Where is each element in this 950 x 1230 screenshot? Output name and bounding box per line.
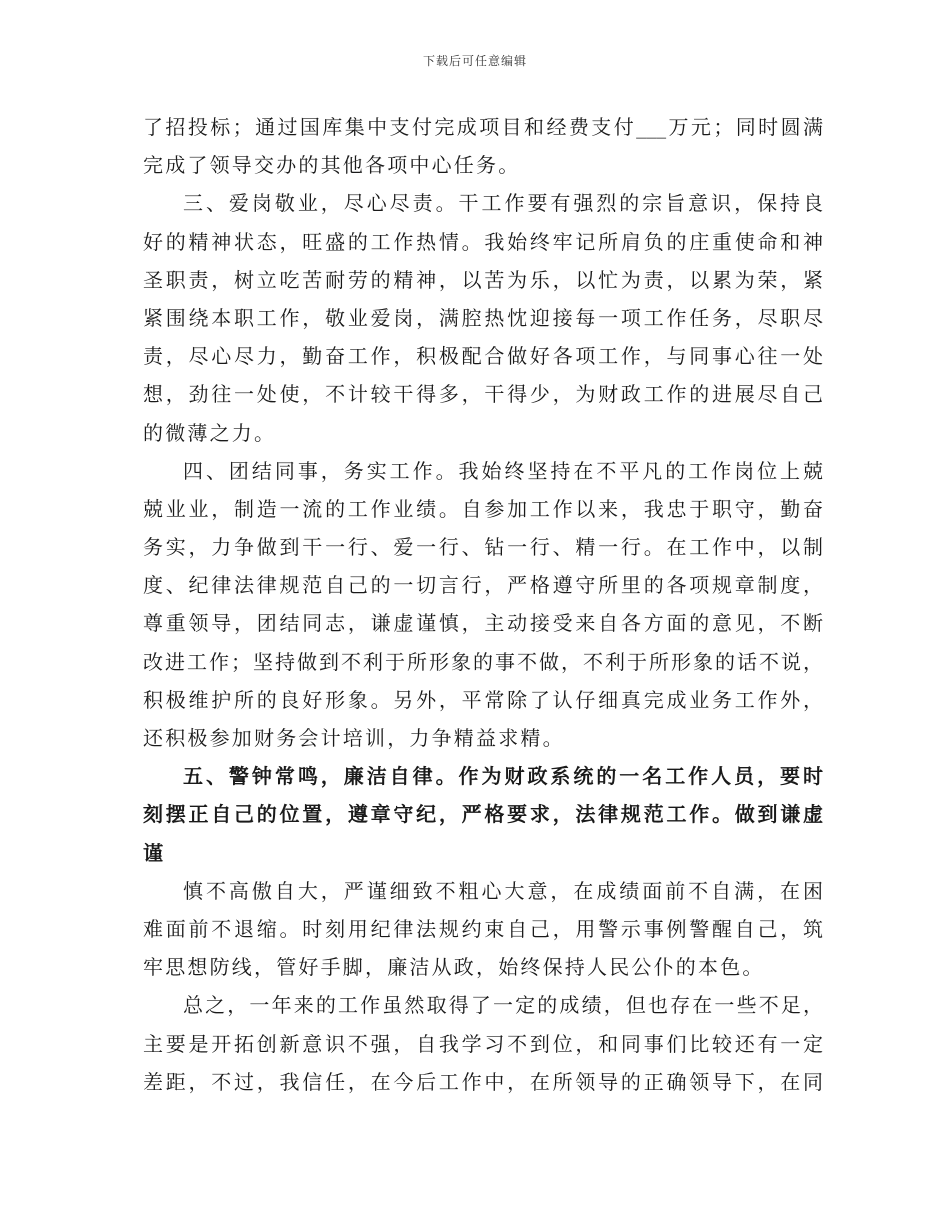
text-line: 完成了领导交办的其他各项中心任务。 — [143, 153, 521, 178]
text-line: 谨 — [143, 840, 166, 865]
text-line: 务实，力争做到干一行、爱一行、钻一行、精一行。在工作中，以制 — [143, 535, 823, 560]
paragraph-p0 — [143, 108, 823, 184]
paragraph-p4 — [143, 872, 823, 987]
text-line: 慎不高傲自大，严谨细致不粗心大意，在成绩面前不自满，在困 — [183, 878, 823, 903]
text-line: 想，劲往一处使，不计较干得多，干得少，为财政工作的进展尽自己 — [143, 382, 823, 407]
page-header: 下载后可任意编辑 — [422, 54, 527, 68]
text-line: 兢业业，制造一流的工作业绩。自参加工作以来，我忠于职守，勤奋 — [143, 496, 823, 521]
paragraph-p3 — [143, 757, 823, 872]
text-line: 还积极参加财务会计培训，力争精益求精。 — [143, 726, 565, 750]
text-line: 度、纪律法律规范自己的一切言行，严格遵守所里的各项规章制度， — [143, 573, 823, 598]
text-line: 刻摆正自己的位置，遵章守纪，严格要求，法律规范工作。做到谦虚 — [143, 802, 823, 827]
paragraph-p2 — [143, 452, 823, 758]
text-line: 积极维护所的良好形象。另外，平常除了认仔细真完成业务工作外， — [143, 687, 823, 712]
text-line: 四、团结同事，务实工作。我始终坚持在不平凡的工作岗位上兢 — [183, 458, 823, 483]
text-line: 五、警钟常鸣，廉洁自律。作为财政系统的一名工作人员，要时 — [183, 764, 823, 789]
paragraph-p5 — [143, 986, 823, 1101]
text-line: 难面前不退缩。时刻用纪律法规约束自己，用警示事例警醒自己，筑 — [143, 916, 823, 941]
text-line: 圣职责，树立吃苦耐劳的精神，以苦为乐，以忙为责，以累为荣，紧 — [143, 267, 823, 292]
text-line: 的微薄之力。 — [143, 420, 277, 445]
text-line: 改进工作；坚持做到不利于所形象的事不做，不利于所形象的话不说， — [143, 649, 823, 674]
text-line: 差距，不过，我信任，在今后工作中，在所领导的正确领导下，在同 — [143, 1069, 823, 1094]
text-line: 总之，一年来的工作虽然取得了一定的成绩，但也存在一些不足， — [183, 993, 823, 1018]
text-line: 三、爱岗敬业，尽心尽责。干工作要有强烈的宗旨意识，保持良 — [183, 191, 823, 216]
text-line: 牢思想防线，管好手脚，廉洁从政，始终保持人民公仆的本色。 — [143, 955, 765, 980]
text-line: 了招投标；通过国库集中支付完成项目和经费支付___万元；同时圆满 — [143, 115, 823, 139]
text-line: 主要是开拓创新意识不强，自我学习不到位，和同事们比较还有一定 — [143, 1031, 823, 1056]
paragraph-p1 — [143, 184, 823, 451]
document-body — [143, 108, 823, 1101]
text-line: 紧围绕本职工作，敬业爱岗，满腔热忱迎接每一项工作任务，尽职尽 — [143, 305, 823, 330]
text-line: 好的精神状态，旺盛的工作热情。我始终牢记所肩负的庄重使命和神 — [143, 229, 823, 254]
text-line: 责，尽心尽力，勤奋工作，积极配合做好各项工作，与同事心往一处 — [143, 344, 823, 369]
text-line: 尊重领导，团结同志，谦虚谨慎，主动接受来自各方面的意见，不断 — [143, 611, 823, 636]
